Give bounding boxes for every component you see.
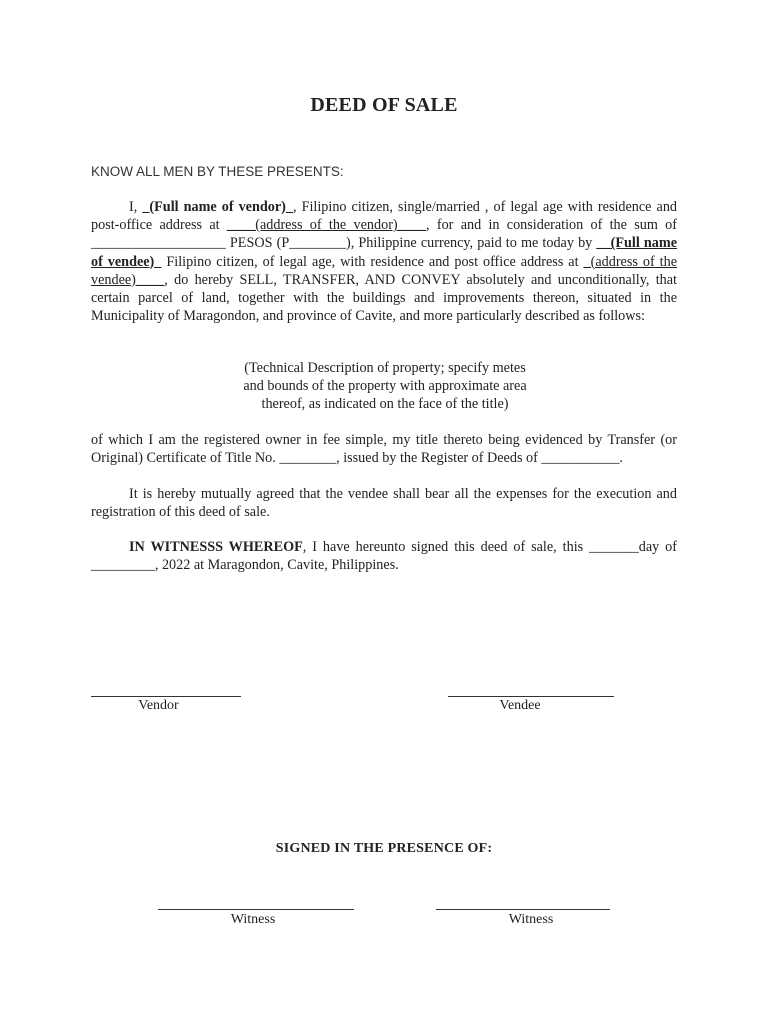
witness-whereof-text: , I have hereunto signed this deed of sale, this _______day of _________, 2022 at Maragondon, Cavite, Philippines. bbox=[91, 539, 677, 574]
vendor-label: Vendor bbox=[138, 698, 179, 713]
witness-2-signature-line bbox=[436, 909, 610, 910]
intro-line: KNOW ALL MEN BY THESE PRESENTS: bbox=[91, 164, 344, 179]
vendor-signature-line bbox=[91, 696, 241, 697]
p1-text-1: I, bbox=[129, 199, 143, 215]
vendor-address-field: ____(address of the vendor)____ bbox=[226, 217, 427, 234]
presence-heading: SIGNED IN THE PRESENCE OF: bbox=[275, 841, 493, 856]
tech-line-2: and bounds of the property with approximate area bbox=[243, 378, 527, 395]
witness-2-label: Witness bbox=[508, 912, 554, 927]
vendee-name-field: __(Full name of vendee)_ bbox=[91, 235, 677, 270]
vendee-label: Vendee bbox=[499, 698, 541, 713]
witness-1-signature-line bbox=[158, 909, 354, 910]
tech-line-3: thereof, as indicated on the face of the title) bbox=[261, 396, 509, 413]
paragraph-conveyance bbox=[91, 198, 677, 325]
p1-text-5: , do hereby SELL, TRANSFER, AND CONVEY absolutely and unconditionally, that certain parcel of land, together with the buildings and improvements thereon, situated in the Municipality of Maragondon, and province of Cavite, and more particularly described as follows: bbox=[91, 271, 677, 325]
witness-whereof-lead: IN WITNESSS WHEREOF bbox=[129, 539, 303, 555]
tech-line-1: (Technical Description of property; specify metes bbox=[244, 360, 526, 376]
p1-text-4: Filipino citizen, of legal age, with residence and post office address at bbox=[161, 253, 584, 270]
vendee-signature-line bbox=[448, 696, 614, 697]
witness-1-label: Witness bbox=[230, 912, 276, 927]
p1-text-3: , for and in consideration of the sum of ___________________ PESOS (P________), Philippine currency, paid to me today by bbox=[91, 217, 677, 252]
technical-description bbox=[200, 359, 570, 414]
paragraph-ownership: of which I am the registered owner in fee simple, my title thereto being evidenced by Transfer (or Original) Certificate of Title No. ________, issued by the Register of Deeds of ___________. bbox=[91, 432, 677, 467]
paragraph-witness-whereof bbox=[91, 538, 677, 574]
paragraph-expenses: It is hereby mutually agreed that the vendee shall bear all the expenses for the execution and registration of this deed of sale. bbox=[91, 486, 677, 521]
p1-text-2: , Filipino citizen, single/married , of legal age with residence and post-office address at bbox=[91, 199, 678, 234]
vendee-address-field: _(address of the vendee)____ bbox=[91, 253, 678, 288]
vendor-name-field: _(Full name of vendor)_ bbox=[142, 199, 293, 215]
document-title: DEED OF SALE bbox=[310, 94, 458, 116]
